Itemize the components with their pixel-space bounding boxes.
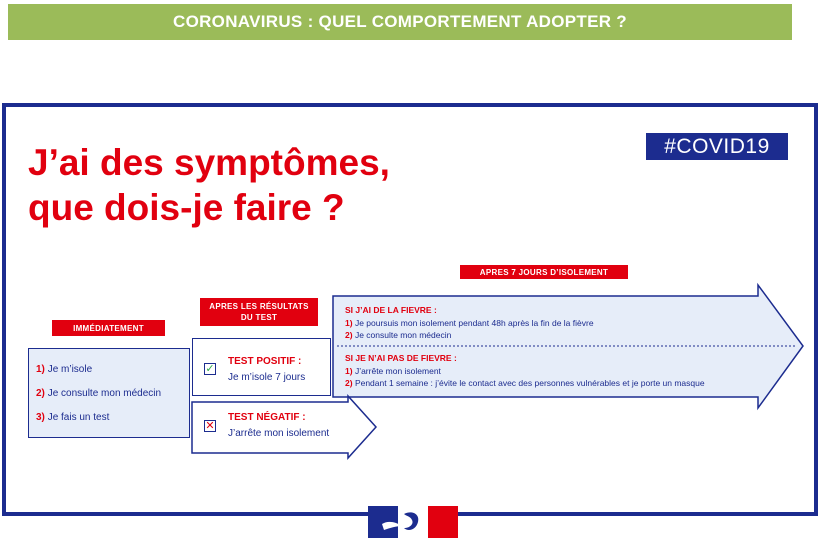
hashtag-text: #COVID19: [664, 134, 770, 158]
positive-checkbox: [204, 363, 216, 375]
results-label-line2: DU TEST: [240, 313, 278, 322]
no-fever-heading: SI JE N’AI PAS DE FIEVRE :: [345, 353, 457, 363]
fever-heading: SI J’AI DE LA FIEVRE :: [345, 305, 437, 315]
negative-text: J’arrête mon isolement: [228, 428, 330, 439]
results-label: [200, 298, 318, 326]
headline-line1: J’ai des symptômes,: [28, 142, 390, 183]
no-fever-item-2: 2) Pendant 1 semaine : j’évite le contact avec des personnes vulnérables et je porte un masque: [345, 378, 705, 388]
immediately-item-1: 1) Je m’isole: [36, 364, 93, 375]
negative-heading: TEST NÉGATIF :: [228, 412, 306, 423]
fever-item-2: 2) Je consulte mon médecin: [345, 330, 452, 340]
after7-arrow: [333, 285, 803, 408]
after7-label-text: APRES 7 JOURS D’ISOLEMENT: [479, 267, 609, 277]
republic-logo: [368, 504, 458, 540]
immediately-label-text: IMMÉDIATEMENT: [73, 323, 144, 333]
positive-heading: TEST POSITIF :: [228, 356, 302, 367]
positive-text: Je m’isole 7 jours: [228, 372, 306, 383]
results-label-line1: APRES LES RÉSULTATS: [209, 302, 309, 311]
immediately-label: [52, 320, 165, 336]
after7-label: [460, 265, 628, 279]
fever-item-1: 1) Je poursuis mon isolement pendant 48h après la fin de la fièvre: [345, 318, 594, 328]
immediately-item-2: 2) Je consulte mon médecin: [36, 388, 162, 399]
no-fever-item-1: 1) J’arrête mon isolement: [345, 366, 441, 376]
headline-line2: que dois-je faire ?: [28, 187, 345, 228]
check-icon: ✓: [205, 362, 215, 375]
negative-checkbox: [204, 420, 216, 432]
immediately-item-3: 3) Je fais un test: [36, 412, 110, 423]
negative-arrow: [192, 396, 376, 458]
cross-icon: ✕: [205, 419, 215, 432]
banner-title: CORONAVIRUS : QUEL COMPORTEMENT ADOPTER ?: [173, 12, 627, 31]
